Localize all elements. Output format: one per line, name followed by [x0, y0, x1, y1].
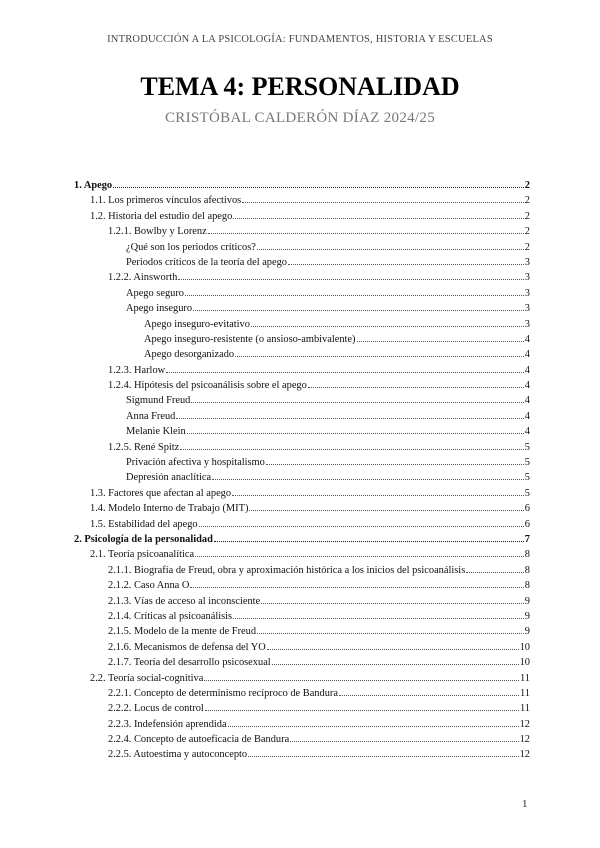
toc-entry-page: 2	[524, 241, 530, 253]
toc-entry[interactable]	[74, 285, 530, 300]
toc-entry-page: 3	[524, 303, 530, 315]
toc-leader-dots	[166, 362, 524, 373]
toc-entry[interactable]	[74, 331, 530, 346]
toc-entry[interactable]	[74, 208, 530, 223]
toc-entry-page: 4	[524, 349, 530, 361]
toc-entry-page: 4	[524, 364, 530, 376]
toc-leader-dots	[190, 577, 523, 588]
toc-entry[interactable]	[74, 500, 530, 515]
toc-entry-title: 1.2.3. Harlow	[108, 364, 166, 376]
toc-entry[interactable]	[74, 300, 530, 315]
running-header: INTRODUCCIÓN A LA PSICOLOGÍA: FUNDAMENTOS, HISTORIA Y ESCUELAS	[107, 34, 493, 45]
toc-entry-page: 11	[519, 672, 530, 684]
toc-entry[interactable]	[74, 531, 530, 546]
toc-entry-title: Apego inseguro-evitativo	[144, 318, 250, 330]
toc-leader-dots	[208, 223, 524, 234]
toc-entry-page: 9	[524, 610, 530, 622]
table-of-contents	[74, 177, 530, 762]
toc-entry-page: 3	[524, 287, 530, 299]
toc-entry-page: 11	[519, 687, 530, 699]
toc-leader-dots	[233, 208, 524, 219]
toc-entry-title: 1.3. Factores que afectan al apego	[90, 487, 232, 499]
toc-leader-dots	[178, 269, 524, 280]
toc-entry[interactable]	[74, 377, 530, 392]
toc-entry-title: 1.2.1. Bowlby y Lorenz	[108, 226, 207, 238]
toc-entry[interactable]	[74, 239, 530, 254]
toc-leader-dots	[272, 654, 519, 665]
toc-entry-page: 3	[524, 318, 530, 330]
toc-entry[interactable]	[74, 516, 530, 531]
toc-entry-title: 1.2.5. René Spitz	[108, 441, 180, 453]
toc-entry-title: Anna Freud	[126, 410, 176, 422]
toc-entry[interactable]	[74, 362, 530, 377]
toc-entry-page: 8	[524, 549, 530, 561]
toc-entry[interactable]	[74, 392, 530, 407]
toc-leader-dots	[339, 685, 519, 696]
toc-entry-title: 1. Apego	[74, 180, 113, 191]
toc-entry-title: Privación afectiva y hospitalismo	[126, 457, 265, 469]
toc-entry-title: 2.1.6. Mecanismos de defensa del YO	[108, 641, 266, 653]
toc-entry-title: Apego inseguro-resistente (o ansioso-ambivalente)	[144, 333, 356, 345]
toc-entry-page: 5	[524, 441, 530, 453]
toc-entry[interactable]	[74, 577, 530, 592]
document-subtitle: CRISTÓBAL CALDERÓN DÍAZ 2024/25	[165, 110, 435, 126]
toc-leader-dots	[266, 454, 524, 465]
toc-entry-page: 4	[524, 426, 530, 438]
toc-entry-page: 9	[524, 595, 530, 607]
toc-entry-page: 12	[519, 734, 530, 746]
document-title: TEMA 4: PERSONALIDAD	[140, 72, 460, 101]
toc-entry[interactable]	[74, 269, 530, 284]
toc-entry-title: 2.1.7. Teoría del desarrollo psicosexual	[108, 657, 271, 669]
toc-entry-title: 1.2.2. Ainsworth	[108, 272, 178, 284]
toc-leader-dots	[308, 377, 524, 388]
toc-leader-dots	[205, 700, 519, 711]
toc-entry-title: Depresión anaclítica	[126, 472, 212, 484]
toc-entry[interactable]	[74, 716, 530, 731]
toc-leader-dots	[257, 239, 524, 250]
toc-entry-title: 2.1.1. Biografía de Freud, obra y aproximación histórica a los inicios del psicoanálisis	[108, 564, 466, 576]
toc-leader-dots	[212, 469, 524, 480]
toc-entry-title: 2.2. Teoría social-cognitiva	[90, 672, 204, 684]
toc-entry-title: 1.5. Estabilidad del apego	[90, 518, 198, 530]
toc-entry[interactable]	[74, 454, 530, 469]
toc-entry-title: ¿Qué son los periodos críticos?	[126, 241, 256, 253]
toc-entry-title: 1.2. Historia del estudio del apego	[90, 210, 233, 222]
toc-entry-title: Apego desorganizado	[144, 349, 235, 361]
toc-leader-dots	[242, 192, 524, 203]
toc-entry[interactable]	[74, 346, 530, 361]
toc-leader-dots	[228, 716, 519, 727]
toc-entry-title: 2.1.5. Modelo de la mente de Freud	[108, 626, 257, 638]
toc-leader-dots	[267, 639, 519, 650]
toc-entry-page: 2	[524, 210, 530, 222]
toc-entry[interactable]	[74, 192, 530, 207]
toc-entry[interactable]	[74, 316, 530, 331]
toc-entry-title: 2.2.1. Concepto de determinismo recíproco de Bandura	[108, 687, 338, 699]
toc-leader-dots	[204, 670, 519, 681]
toc-entry-page: 4	[524, 395, 530, 407]
toc-entry-page: 8	[524, 564, 530, 576]
toc-leader-dots	[193, 300, 524, 311]
toc-entry-page: 4	[524, 380, 530, 392]
toc-entry[interactable]	[74, 423, 530, 438]
toc-leader-dots	[466, 562, 524, 573]
toc-leader-dots	[195, 546, 524, 557]
toc-entry-page: 2	[524, 226, 530, 238]
toc-entry-page: 7	[524, 533, 530, 545]
toc-entry-page: 11	[519, 703, 530, 715]
toc-leader-dots	[257, 623, 524, 634]
toc-entry[interactable]	[74, 639, 530, 654]
toc-entry[interactable]	[74, 654, 530, 669]
toc-entry-title: Sigmund Freud	[126, 395, 191, 407]
toc-entry-page: 12	[519, 718, 530, 730]
toc-leader-dots	[261, 593, 524, 604]
toc-leader-dots	[199, 516, 524, 527]
toc-entry-page: 8	[524, 580, 530, 592]
toc-leader-dots	[290, 731, 518, 742]
toc-entry-page: 12	[519, 749, 530, 761]
toc-entry[interactable]	[74, 439, 530, 454]
toc-leader-dots	[288, 254, 524, 265]
toc-entry-page: 2	[524, 195, 530, 207]
toc-leader-dots	[357, 331, 524, 342]
toc-entry[interactable]	[74, 700, 530, 715]
toc-leader-dots	[249, 500, 523, 511]
toc-entry[interactable]	[74, 746, 530, 761]
toc-entry[interactable]	[74, 223, 530, 238]
toc-entry-title: Apego seguro	[126, 287, 185, 299]
toc-entry-page: 5	[524, 457, 530, 469]
toc-entry-page: 9	[524, 626, 530, 638]
toc-entry[interactable]	[74, 562, 530, 577]
toc-entry-page: 3	[524, 256, 530, 268]
toc-entry[interactable]	[74, 485, 530, 500]
toc-entry[interactable]	[74, 254, 530, 269]
toc-entry-page: 5	[524, 472, 530, 484]
toc-entry-page: 6	[524, 518, 530, 530]
toc-leader-dots	[235, 346, 524, 357]
toc-leader-dots	[214, 531, 524, 542]
toc-leader-dots	[185, 285, 524, 296]
toc-leader-dots	[180, 439, 524, 450]
toc-leader-dots	[191, 392, 523, 403]
toc-leader-dots	[251, 316, 524, 327]
toc-entry-title: 2. Psicología de la personalidad	[74, 533, 213, 545]
toc-entry-page: 4	[524, 333, 530, 345]
toc-entry-title: 2.1.3. Vías de acceso al inconsciente	[108, 595, 261, 607]
toc-entry-page: 10	[519, 657, 530, 669]
toc-entry[interactable]	[74, 623, 530, 638]
toc-entry[interactable]	[74, 408, 530, 423]
toc-entry-title: 2.2.4. Concepto de autoeficacia de Bandura	[108, 734, 290, 746]
toc-entry-title: 2.1.4. Críticas al psicoanálisis	[108, 610, 233, 622]
toc-entry-title: 2.1.2. Caso Anna O	[108, 580, 190, 592]
toc-entry-title: Periodos críticos de la teoría del apego	[126, 256, 287, 268]
toc-entry[interactable]	[74, 685, 530, 700]
toc-entry-page: 4	[524, 410, 530, 422]
toc-entry[interactable]	[74, 546, 530, 561]
toc-leader-dots	[232, 485, 524, 496]
toc-entry-title: 1.1. Los primeros vínculos afectivos	[90, 195, 242, 207]
toc-entry-title: Apego inseguro	[126, 303, 193, 315]
toc-entry[interactable]	[74, 469, 530, 484]
toc-entry-title: 2.2.3. Indefensión aprendida	[108, 718, 227, 730]
toc-entry-title: 2.1. Teoría psicoanalítica	[90, 549, 195, 561]
toc-entry[interactable]	[74, 731, 530, 746]
toc-entry-title: 1.4. Modelo Interno de Trabajo (MIT)	[90, 503, 249, 515]
toc-leader-dots	[176, 408, 523, 419]
toc-entry[interactable]	[74, 608, 530, 623]
toc-entry[interactable]	[74, 177, 530, 192]
toc-entry-page: 5	[524, 487, 530, 499]
page-number: 1	[522, 798, 528, 810]
toc-entry-title: Melanie Klein	[126, 426, 186, 438]
toc-leader-dots	[113, 177, 524, 188]
toc-entry-page: 10	[519, 641, 530, 653]
toc-entry-title: 2.2.5. Autoestima y autoconcepto	[108, 749, 248, 761]
toc-entry-title: 2.2.2. Locus de control	[108, 703, 204, 715]
toc-entry-page: 3	[524, 272, 530, 284]
toc-entry[interactable]	[74, 670, 530, 685]
toc-entry[interactable]	[74, 593, 530, 608]
toc-entry-title: 1.2.4. Hipótesis del psicoanálisis sobre el apego	[108, 380, 307, 392]
toc-leader-dots	[233, 608, 524, 619]
toc-entry-page: 6	[524, 503, 530, 515]
toc-entry-page: 2	[524, 180, 530, 191]
toc-leader-dots	[187, 423, 524, 434]
toc-leader-dots	[248, 746, 519, 757]
